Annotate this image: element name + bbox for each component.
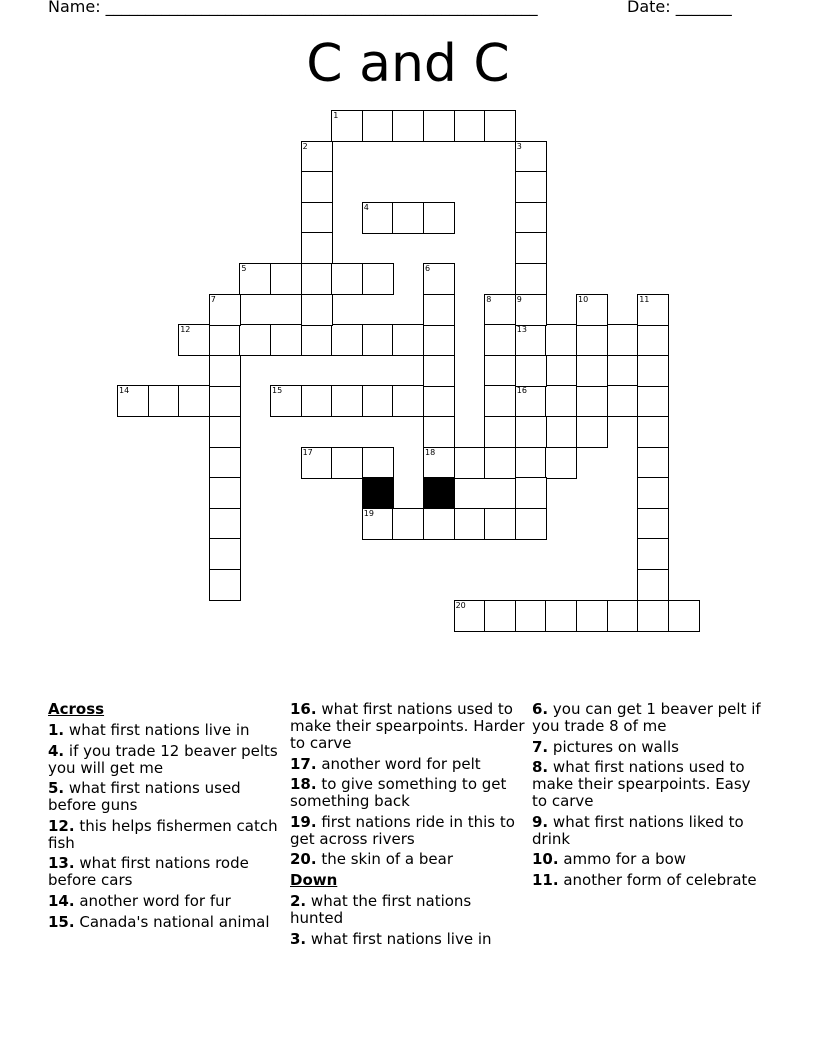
grid-cell[interactable] xyxy=(423,294,455,326)
grid-cell[interactable] xyxy=(423,355,455,387)
grid-cell[interactable] xyxy=(362,263,394,295)
grid-cell[interactable] xyxy=(209,569,241,601)
grid-cell[interactable] xyxy=(270,385,302,417)
grid-cell[interactable] xyxy=(209,447,241,479)
grid-cell[interactable] xyxy=(515,600,547,632)
grid-cell[interactable] xyxy=(209,416,241,448)
across-clue-19: 19. first nations ride in this to get across rivers xyxy=(290,812,515,848)
page-title: C and C xyxy=(306,34,510,94)
down-clue-6: 6. you can get 1 beaver pelt if you trade 8 of me xyxy=(532,700,761,735)
grid-cell[interactable] xyxy=(515,355,547,387)
clue-number: 20 xyxy=(455,600,466,610)
grid-cell[interactable] xyxy=(637,416,669,448)
grid-cell[interactable] xyxy=(637,538,669,570)
clue-number: 8 xyxy=(486,294,492,304)
down-heading: Down xyxy=(290,870,338,889)
across-clue-20: 20. the skin of a bear xyxy=(290,850,453,869)
grid-cell[interactable] xyxy=(301,232,333,264)
grid-cell[interactable] xyxy=(301,141,333,173)
grid-cell[interactable] xyxy=(576,355,608,387)
down-clue-7: 7. pictures on walls xyxy=(532,737,679,756)
grid-cell[interactable] xyxy=(484,447,516,479)
grid-cell[interactable] xyxy=(270,324,302,356)
clue-number: 6 xyxy=(425,264,431,273)
down-clue-8: 8. what first nations used to make their spearpoints. Easy to carve xyxy=(532,758,751,811)
clue-number: 5 xyxy=(241,264,247,273)
grid-cell[interactable] xyxy=(301,294,333,326)
grid-cell[interactable] xyxy=(668,600,700,632)
clues-column-3 xyxy=(532,701,770,893)
across-clue-15: 15. Canada's national animal xyxy=(48,912,270,931)
across-heading: Across xyxy=(48,700,105,718)
grid-cell[interactable] xyxy=(545,324,577,356)
grid-cell[interactable] xyxy=(515,385,547,417)
clue-number: 15 xyxy=(272,386,283,396)
down-clue-11: 11. another form of celebrate xyxy=(532,870,757,889)
clues-column-1 xyxy=(48,701,286,934)
grid-cell[interactable] xyxy=(637,385,669,417)
grid-cell[interactable] xyxy=(454,600,486,632)
grid-cell[interactable] xyxy=(637,355,669,387)
clue-number: 10 xyxy=(578,294,589,304)
grid-cell[interactable] xyxy=(148,385,180,417)
grid-cell[interactable] xyxy=(301,447,333,479)
grid-cell[interactable] xyxy=(423,416,455,448)
grid-cell[interactable] xyxy=(637,477,669,509)
down-clue-3: 3. what first nations live in xyxy=(290,929,492,948)
clue-number: 9 xyxy=(516,294,522,304)
grid-cell[interactable] xyxy=(362,110,394,142)
grid-cell[interactable] xyxy=(607,600,639,632)
across-clue-1: 1. what first nations live in xyxy=(48,721,250,739)
grid-cell[interactable] xyxy=(423,324,455,356)
grid-cell[interactable] xyxy=(454,110,486,142)
grid-cell[interactable] xyxy=(423,202,455,234)
grid-cell[interactable] xyxy=(515,508,547,540)
grid-cell[interactable] xyxy=(637,294,669,326)
grid-cell[interactable] xyxy=(607,385,639,417)
grid-cell[interactable] xyxy=(392,385,424,417)
grid-cell[interactable] xyxy=(392,324,424,356)
date-field: Date: _______ xyxy=(627,0,732,16)
grid-cell[interactable] xyxy=(117,385,149,417)
grid-cell[interactable] xyxy=(515,416,547,448)
grid-cell[interactable] xyxy=(637,508,669,540)
grid-cell[interactable] xyxy=(362,447,394,479)
clue-number: 11 xyxy=(639,294,650,304)
grid-cell[interactable] xyxy=(362,385,394,417)
clue-number: 18 xyxy=(425,447,436,457)
grid-cell[interactable] xyxy=(423,110,455,142)
down-clue-10: 10. ammo for a bow xyxy=(532,850,687,869)
grid-cell[interactable] xyxy=(484,324,516,356)
grid-cell[interactable] xyxy=(515,324,547,356)
grid-cell[interactable] xyxy=(209,477,241,509)
clue-number: 7 xyxy=(210,294,216,304)
grid-cell[interactable] xyxy=(607,324,639,356)
clue-number: 12 xyxy=(180,325,191,335)
grid-cell[interactable] xyxy=(209,294,241,326)
clue-number: 2 xyxy=(302,141,308,151)
grid-cell[interactable] xyxy=(209,385,241,417)
grid-cell[interactable] xyxy=(484,600,516,632)
down-clue-2: 2. what the first nations hunted xyxy=(290,891,472,927)
grid-cell[interactable] xyxy=(423,447,455,479)
grid-cell[interactable] xyxy=(209,538,241,570)
grid-cell[interactable] xyxy=(576,385,608,417)
grid-cell[interactable] xyxy=(637,447,669,479)
across-clue-17: 17. another word for pelt xyxy=(290,754,481,773)
clue-number: 4 xyxy=(363,202,369,212)
grid-cell[interactable] xyxy=(423,263,455,295)
grid-cell[interactable] xyxy=(515,263,547,295)
grid-cell[interactable] xyxy=(209,324,241,356)
across-clue-18: 18. to give something to get something back xyxy=(290,775,507,811)
clue-number: 1 xyxy=(333,111,339,120)
clues-column-2 xyxy=(290,701,528,951)
grid-cell[interactable] xyxy=(484,385,516,417)
grid-cell[interactable] xyxy=(178,324,210,356)
grid-cell[interactable] xyxy=(331,324,363,356)
grid-cell[interactable] xyxy=(545,447,577,479)
clue-number: 17 xyxy=(302,447,313,457)
grid-cell[interactable] xyxy=(209,355,241,387)
grid-cell[interactable] xyxy=(454,508,486,540)
grid-cell[interactable] xyxy=(637,324,669,356)
grid-cell[interactable] xyxy=(484,355,516,387)
grid-cell[interactable] xyxy=(576,600,608,632)
grid-cell[interactable] xyxy=(331,263,363,295)
grid-cell[interactable] xyxy=(301,263,333,295)
grid-cell[interactable] xyxy=(576,416,608,448)
clue-number: 16 xyxy=(516,386,527,396)
grid-cell[interactable] xyxy=(484,416,516,448)
grid-cell[interactable] xyxy=(637,600,669,632)
across-clue-13: 13. what first nations rode before cars xyxy=(48,854,249,890)
grid-cell[interactable] xyxy=(392,110,424,142)
grid-cell[interactable] xyxy=(270,263,302,295)
clue-number: 19 xyxy=(363,508,374,518)
down-clue-9: 9. what first nations liked to drink xyxy=(532,812,744,848)
grid-cell[interactable] xyxy=(178,385,210,417)
grid-cell[interactable] xyxy=(362,324,394,356)
grid-cell[interactable] xyxy=(239,263,271,295)
across-clue-5: 5. what first nations used before guns xyxy=(48,779,241,815)
grid-cell[interactable] xyxy=(484,294,516,326)
clue-number: 14 xyxy=(119,386,130,396)
grid-cell[interactable] xyxy=(576,294,608,326)
clue-number: 13 xyxy=(516,325,527,335)
grid-cell[interactable] xyxy=(301,171,333,203)
grid-cell[interactable] xyxy=(301,202,333,234)
grid-cell[interactable] xyxy=(423,508,455,540)
grid-cell[interactable] xyxy=(239,324,271,356)
across-clue-16: 16. what first nations used to make their spearpoints. Harder to carve xyxy=(290,700,525,752)
black-cell xyxy=(423,477,455,509)
grid-cell[interactable] xyxy=(515,477,547,509)
grid-cell[interactable] xyxy=(301,385,333,417)
grid-cell[interactable] xyxy=(392,508,424,540)
grid-cell[interactable] xyxy=(515,232,547,264)
grid-cell[interactable] xyxy=(515,141,547,173)
black-cell xyxy=(362,477,394,509)
grid-cell[interactable] xyxy=(362,202,394,234)
across-clue-12: 12. this helps fishermen catch fish xyxy=(48,816,278,852)
grid-cell[interactable] xyxy=(545,385,577,417)
grid-cell[interactable] xyxy=(515,447,547,479)
grid-cell[interactable] xyxy=(423,385,455,417)
grid-cell[interactable] xyxy=(515,171,547,203)
grid-cell[interactable] xyxy=(392,202,424,234)
grid-cell[interactable] xyxy=(331,385,363,417)
grid-cell[interactable] xyxy=(484,508,516,540)
grid-cell[interactable] xyxy=(576,324,608,356)
across-clue-4: 4. if you trade 12 beaver pelts you will get me xyxy=(48,741,278,777)
name-field: Name: ______________________________________________________ xyxy=(48,0,538,16)
grid-cell[interactable] xyxy=(331,110,363,142)
grid-cell[interactable] xyxy=(454,447,486,479)
grid-cell[interactable] xyxy=(209,508,241,540)
grid-cell[interactable] xyxy=(484,110,516,142)
grid-cell[interactable] xyxy=(515,294,547,326)
grid-cell[interactable] xyxy=(515,202,547,234)
clue-number: 3 xyxy=(516,141,522,151)
grid-cell[interactable] xyxy=(545,600,577,632)
grid-cell[interactable] xyxy=(301,324,333,356)
across-clue-14: 14. another word for fur xyxy=(48,891,231,910)
grid-cell[interactable] xyxy=(637,569,669,601)
grid-cell[interactable] xyxy=(362,508,394,540)
grid-cell[interactable] xyxy=(331,447,363,479)
